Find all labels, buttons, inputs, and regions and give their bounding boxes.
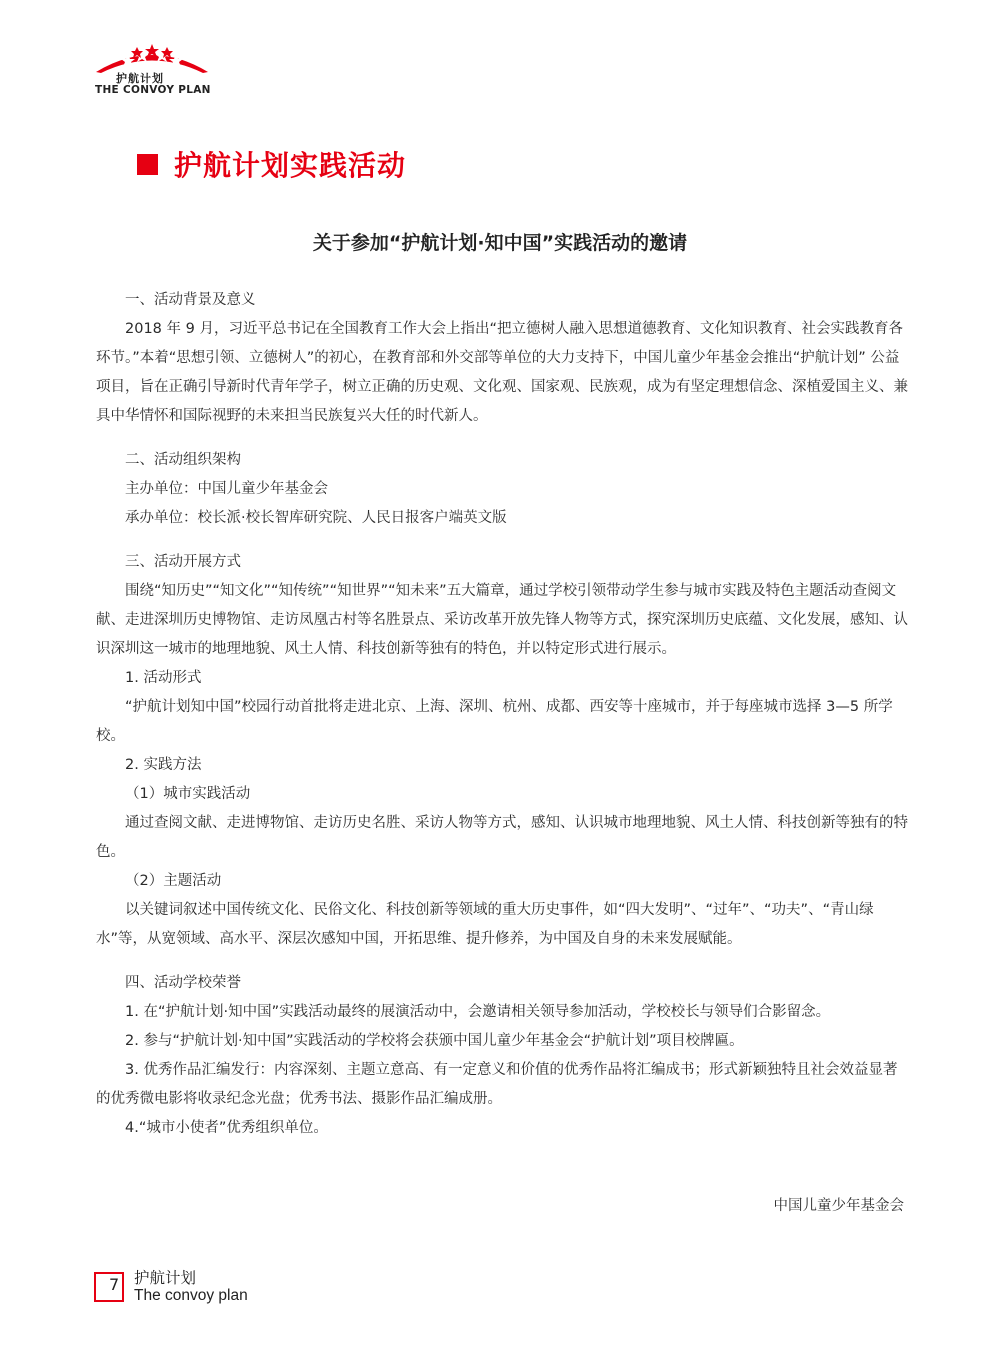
honor-item-2: 2. 参与“护航计划·知中国”实践活动的学校将会获颁中国儿童少年基金会“护航计划”项目校牌匾。 [125,1033,744,1049]
honor-item-1: 1. 在“护航计划·知中国”实践活动最终的展演活动中，会邀请相关领导参加活动，学校校长与领导们合影留念。 [125,1004,831,1020]
host-unit: 主办单位：中国儿童少年基金会 [125,481,328,497]
subheading-form: 1. 活动形式 [125,670,202,686]
paragraph-method: 围绕“知历史”“知文化”“知传统”“知世界”“知未来”五大篇章，通过学校引领带动学生参与城市实践及特色主题活动查阅文献、走进深圳历史博物馆、走访凤凰古村等名胜景点、采访改革开放先锋人物等方式，探究深圳历史底蕴、文化发展，感知、认识深圳这一城市的地理地貌、风土人情、科技创新等独有的特色，并以特定形式进行展示。 [96,583,908,657]
paragraph-form: “护航计划知中国”校园行动首批将走进北京、上海、深圳、杭州、成都、西安等十座城市，并于每座城市选择 3—5 所学校。 [96,699,893,744]
signature: 中国儿童少年基金会 [773,1198,904,1214]
paragraph-theme: 以关键词叙述中国传统文化、民俗文化、科技创新等领域的重大历史事件，如“四大发明”、“过年”、“功夫”、“青山绿水”等，从宽领域、高水平、深层次感知中国，开拓思维、提升修养，为中国及自身的未来发展赋能。 [96,902,874,947]
heading-honors: 四、活动学校荣誉 [125,975,241,991]
subheading-city-practice: （1）城市实践活动 [125,786,251,802]
subheading-theme: （2）主题活动 [125,873,222,889]
section-heading-text: 护航计划实践活动 [174,149,407,182]
heading-method: 三、活动开展方式 [125,554,241,570]
heading-organization: 二、活动组织架构 [125,452,241,468]
logo-en-text: THE CONVOY PLAN [95,84,211,96]
footer-en-text: The convoy plan [134,1287,248,1304]
subheading-practice: 2. 实践方法 [125,757,202,773]
red-square-icon [137,154,158,175]
document-body [96,286,908,1143]
honor-item-3: 3. 优秀作品汇编发行：内容深刻、主题立意高、有一定意义和价值的优秀作品将汇编成书；形式新颖独特且社会效益显著的优秀微电影将收录纪念光盘；优秀书法、摄影作品汇编成册。 [96,1062,898,1107]
organizer-unit: 承办单位：校长派·校长智库研究院、人民日报客户端英文版 [125,510,507,526]
heading-background: 一、活动背景及意义 [125,292,256,308]
logo [92,44,212,104]
document-title: 关于参加“护航计划·知中国”实践活动的邀请 [312,232,688,254]
honor-item-4: 4.“城市小使者”优秀组织单位。 [125,1120,328,1136]
page-number: 7 [109,1275,120,1294]
paragraph-city-practice: 通过查阅文献、走进博物馆、走访历史名胜、采访人物等方式，感知、认识城市地理地貌、风土人情、科技创新等独有的特色。 [96,815,908,860]
paragraph-background: 2018 年 9 月，习近平总书记在全国教育工作大会上指出“把立德树人融入思想道德教育、文化知识教育、社会实践教育各环节。”本着“思想引领、立德树人”的初心，在教育部和外交部等单位的大力支持下，中国儿童少年基金会推出“护航计划” 公益项目，旨在正确引导新时代青年学子，树立正确的历史观、文化观、国家观、民族观，成为有坚定理想信念、深植爱国主义、兼具中华情怀和国际视野的未来担当民族复兴大任的时代新人。 [96,321,908,424]
logo-cn-text: 护航计划 [116,72,164,85]
section-heading [137,144,406,184]
footer-cn-text: 护航计划 [134,1269,197,1287]
